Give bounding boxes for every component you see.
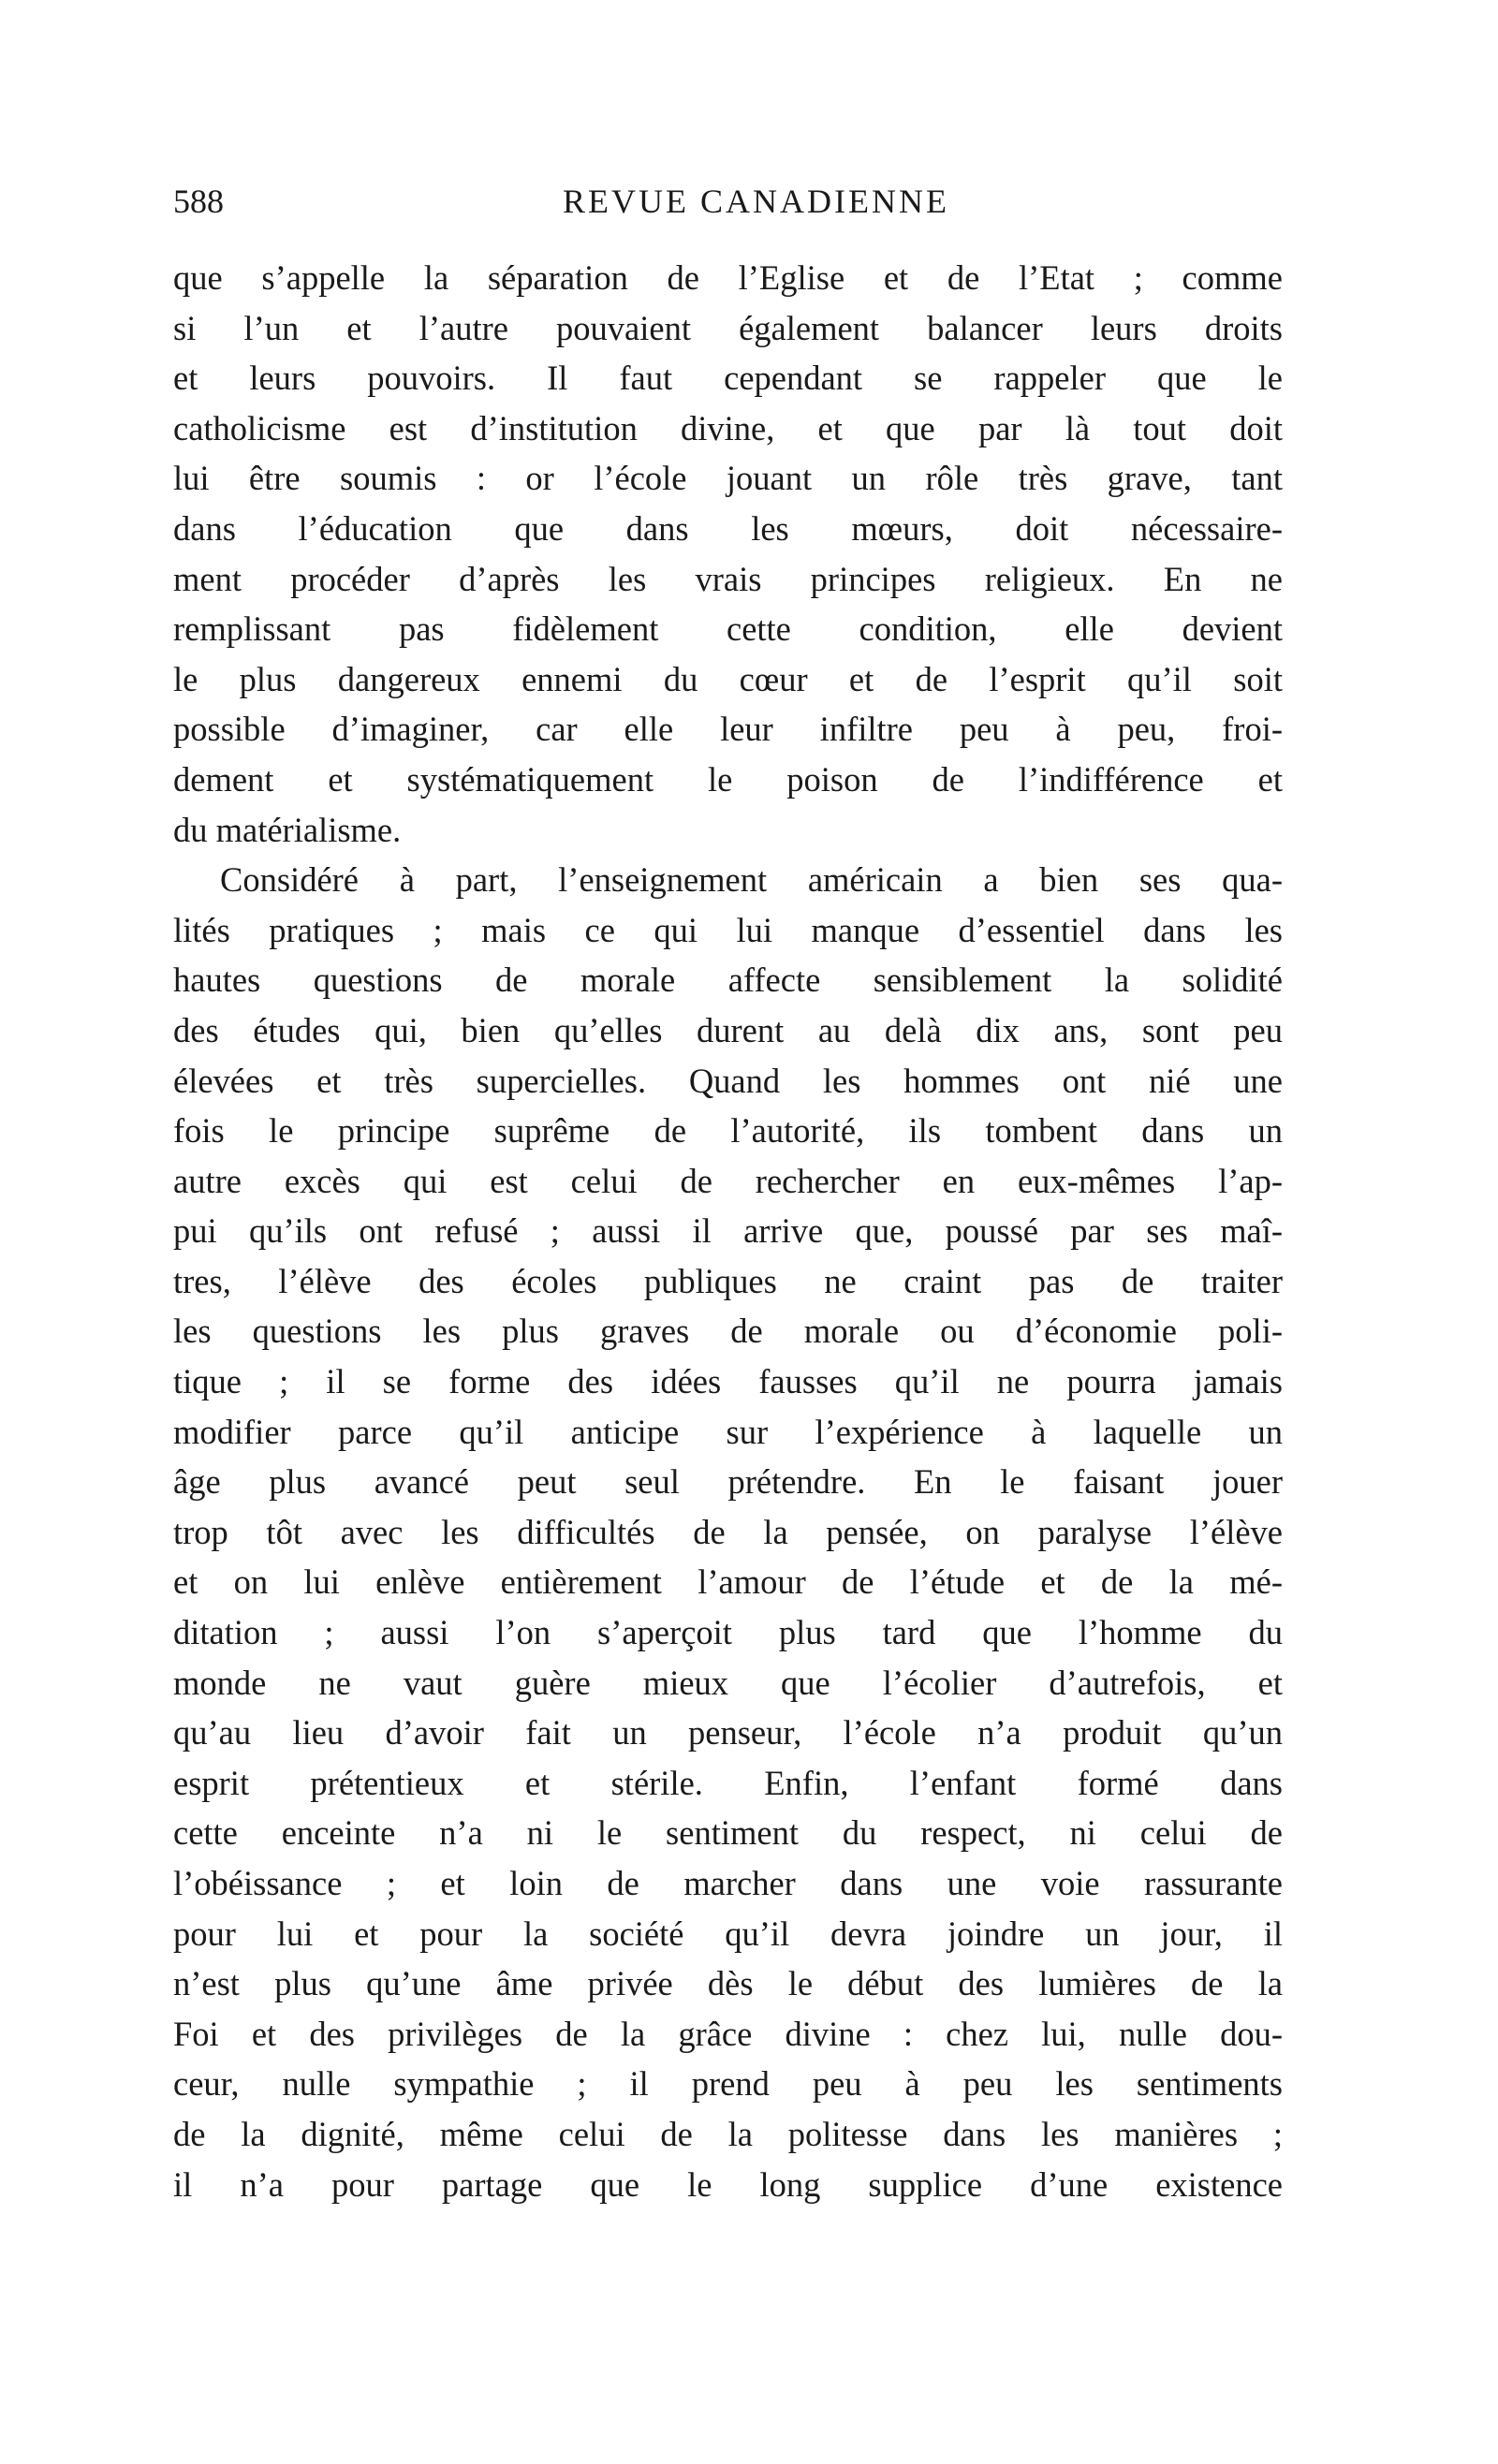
text-line: tique ; il se forme des idées fausses qu’il ne pourra jamais: [173, 1362, 1283, 1401]
text-line: ment procéder d’après les vrais principes religieux. En ne: [173, 559, 1283, 598]
text-line: catholicisme est d’institution divine, et que par là tout doit: [173, 408, 1283, 447]
text-line: l’obéissance ; et loin de marcher dans une voie rassurante: [173, 1864, 1283, 1902]
text-line: qu’au lieu d’avoir fait un penseur, l’école n’a produit qu’un: [173, 1713, 1283, 1753]
text-line: n’est plus qu’une âme privée dès le début des lumières de la: [173, 1964, 1283, 2003]
text-line: ditation ; aussi l’on s’aperçoit plus tard que l’homme du: [173, 1613, 1283, 1652]
text-line: Foi et des privilèges de la grâce divine : chez lui, nulle dou-: [173, 2014, 1283, 2053]
text-line: les questions les plus graves de morale ou d’économie poli-: [173, 1312, 1283, 1351]
text-line: lui être soumis : or l’école jouant un rôle très grave, tant: [173, 459, 1283, 498]
text-line: autre excès qui est celui de rechercher en eux-mêmes l’ap-: [173, 1161, 1283, 1200]
text-line: du matérialisme.: [173, 810, 402, 849]
body-text: [173, 253, 1283, 2209]
text-line: pour lui et pour la société qu’il devra joindre un jour, il: [173, 1914, 1283, 1953]
text-line: tres, l’élève des écoles publiques ne craint pas de traiter: [173, 1261, 1283, 1300]
text-line: et leurs pouvoirs. Il faut cependant se rappeler que le: [173, 359, 1283, 398]
page-number: 588: [173, 183, 224, 220]
text-line: il n’a pour partage que le long supplice d’une existence: [173, 2164, 1283, 2204]
text-line: monde ne vaut guère mieux que l’écolier d’autrefois, et: [173, 1663, 1283, 1702]
text-line: et on lui enlève entièrement l’amour de l’étude et de la mé-: [173, 1562, 1283, 1602]
text-line: esprit prétentieux et stérile. Enfin, l’enfant formé dans: [173, 1763, 1283, 1802]
text-line: possible d’imaginer, car elle leur infiltre peu à peu, froi-: [173, 710, 1283, 749]
text-line: fois le principe suprême de l’autorité, ils tombent dans un: [173, 1111, 1283, 1151]
text-line: de la dignité, même celui de la politesse dans les manières ;: [173, 2114, 1283, 2153]
text-line: que s’appelle la séparation de l’Eglise et de l’Etat ; comme: [173, 258, 1283, 297]
text-line: cette enceinte n’a ni le sentiment du respect, ni celui de: [173, 1813, 1283, 1853]
text-line: le plus dangereux ennemi du cœur et de l’esprit qu’il soit: [173, 659, 1283, 698]
running-head: [173, 178, 1283, 225]
journal-title: REVUE CANADIENNE: [563, 183, 949, 220]
text-line: âge plus avancé peut seul prétendre. En le faisant jouer: [173, 1462, 1283, 1502]
text-line: dement et systématiquement le poison de l’indifférence et: [173, 759, 1283, 799]
text-line: trop tôt avec les difficultés de la pensée, on paralyse l’élève: [173, 1512, 1283, 1551]
text-line: des études qui, bien qu’elles durent au delà dix ans, sont peu: [173, 1010, 1283, 1049]
text-line: Considéré à part, l’enseignement américain a bien ses qua-: [220, 860, 1283, 900]
text-line: remplissant pas fidèlement cette condition, elle devient: [173, 609, 1283, 649]
text-line: élevées et très supercielles. Quand les hommes ont nié une: [173, 1061, 1283, 1100]
text-line: hautes questions de morale affecte sensiblement la solidité: [173, 961, 1283, 1000]
text-line: dans l’éducation que dans les mœurs, doit nécessaire-: [173, 508, 1283, 548]
text-line: modifier parce qu’il anticipe sur l’expérience à laquelle un: [173, 1412, 1283, 1451]
text-line: ceur, nulle sympathie ; il prend peu à peu les sentiments: [173, 2064, 1283, 2104]
text-line: pui qu’ils ont refusé ; aussi il arrive que, poussé par ses maî-: [173, 1211, 1283, 1251]
text-line: si l’un et l’autre pouvaient également balancer leurs droits: [173, 308, 1283, 347]
text-line: lités pratiques ; mais ce qui lui manque d’essentiel dans les: [173, 910, 1283, 949]
